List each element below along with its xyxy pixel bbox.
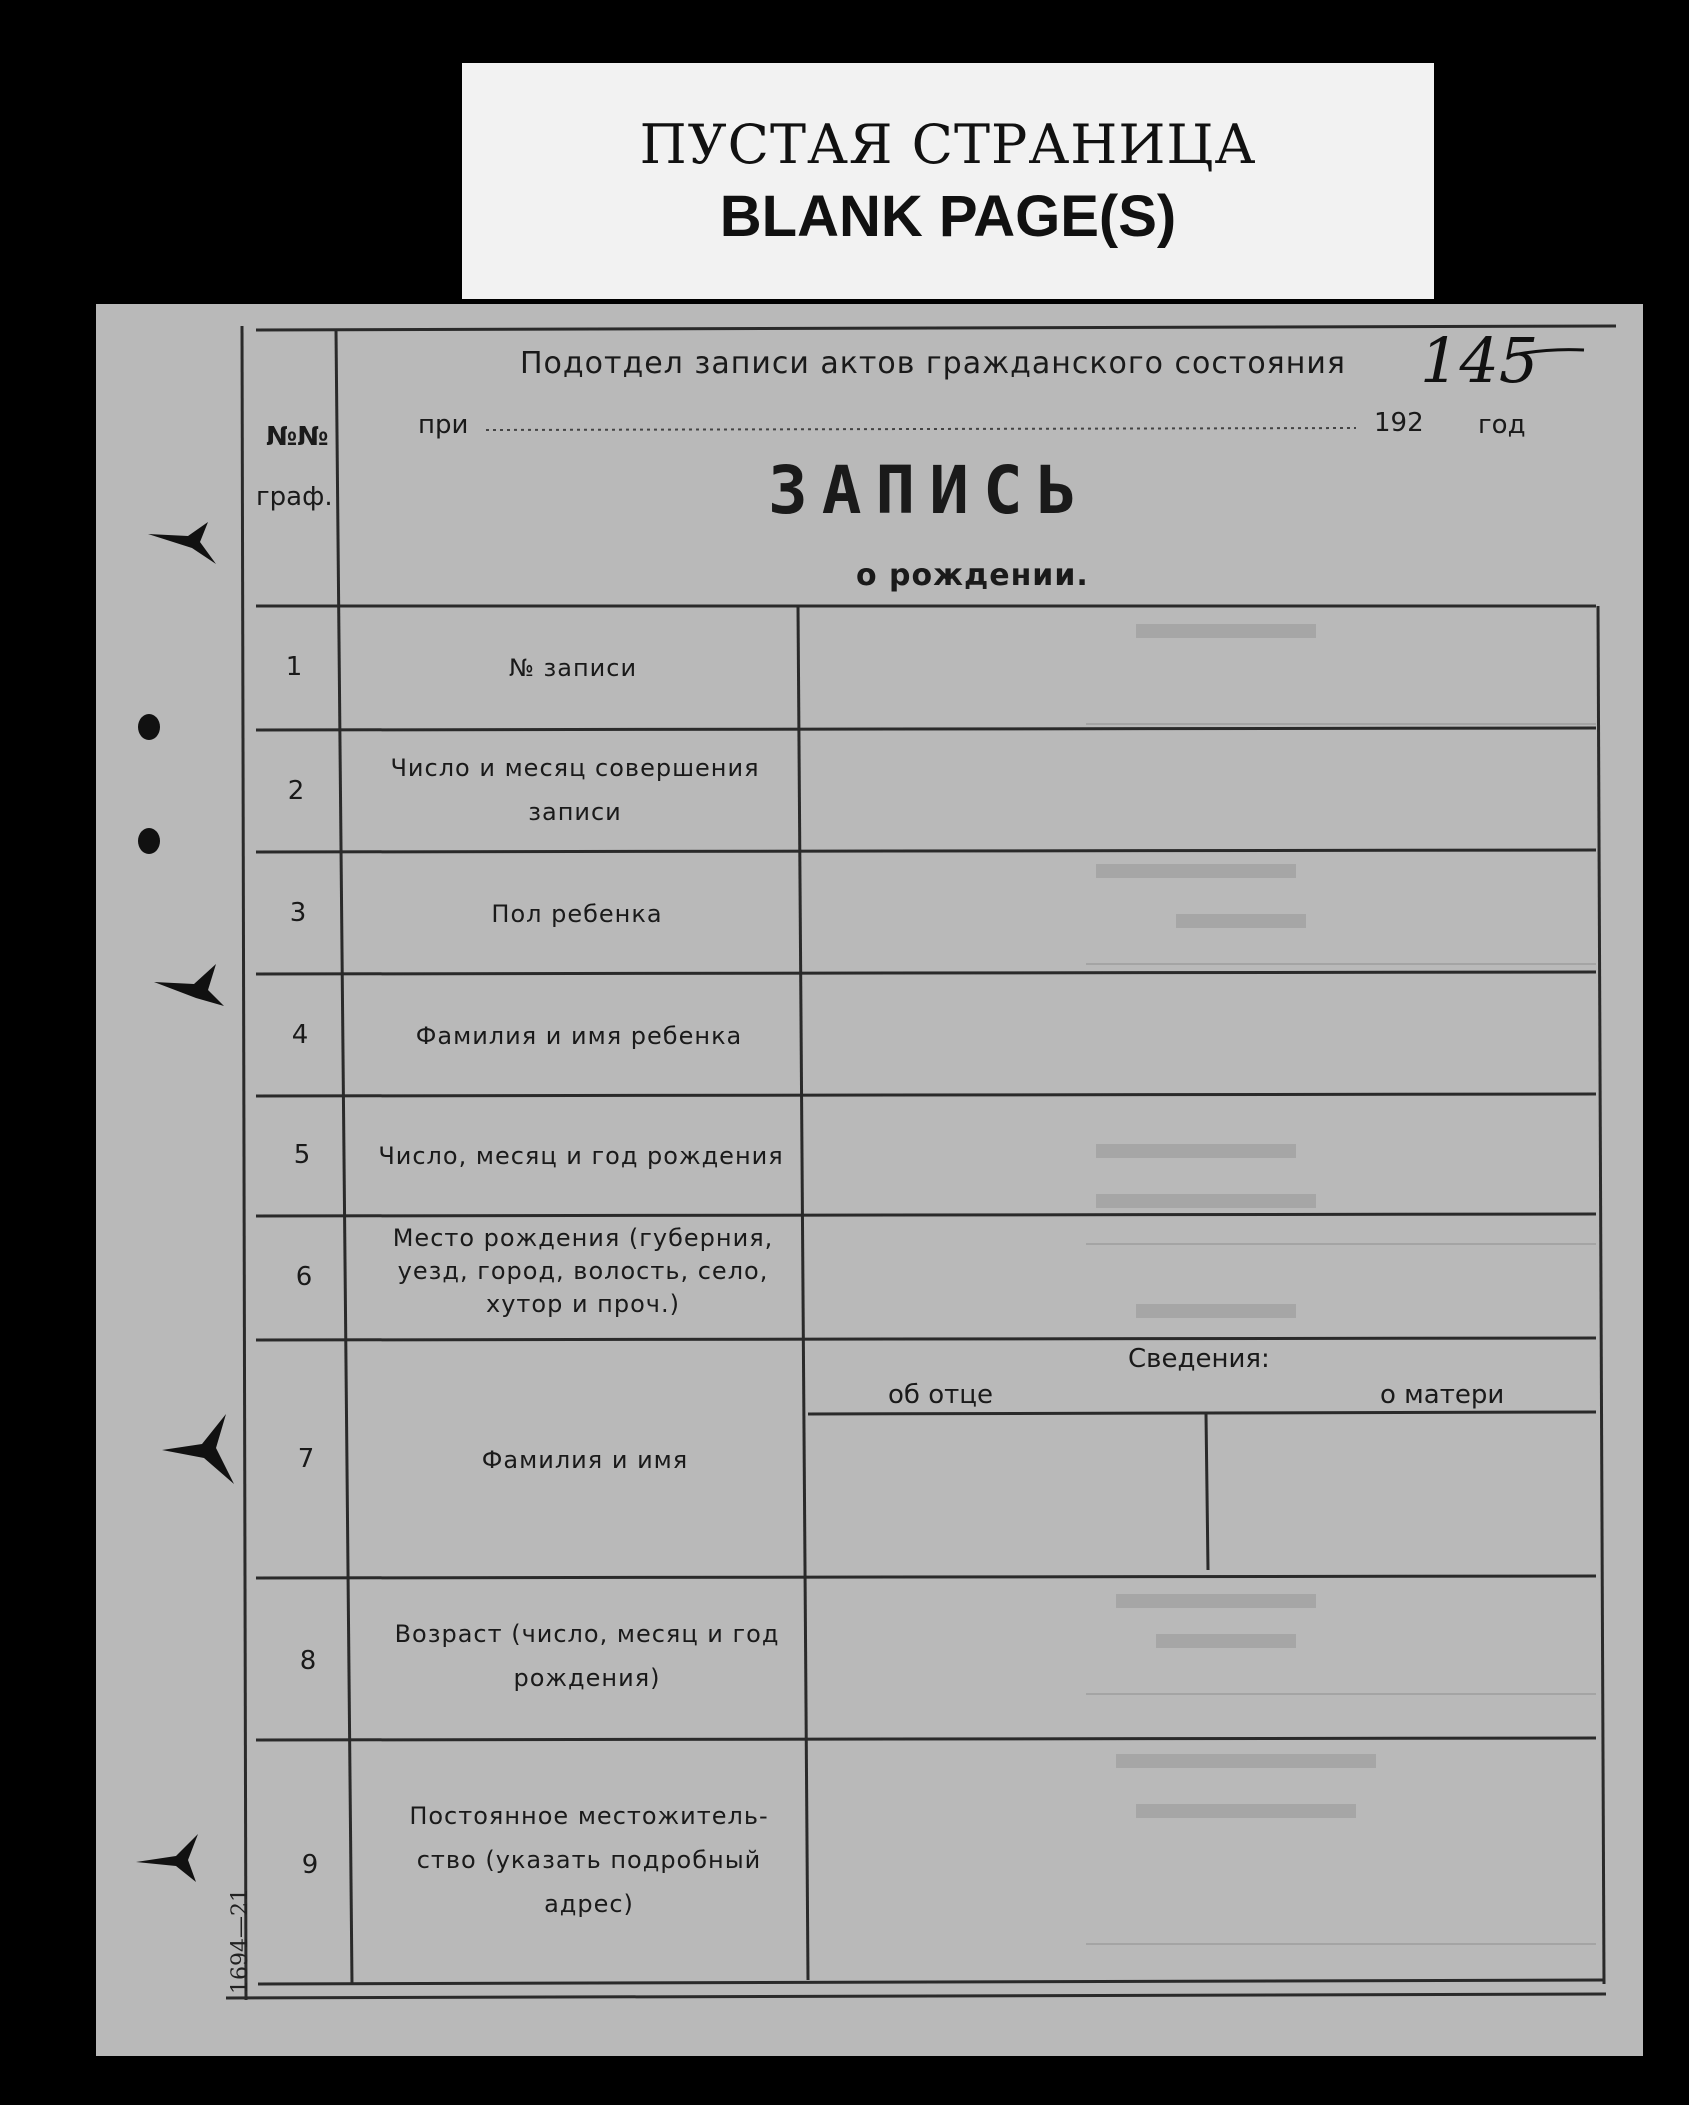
row-number: 4 (291, 1020, 309, 1050)
year-suffix: год (1478, 410, 1526, 440)
label-english: BLANK PAGE(S) (719, 184, 1177, 249)
row-label-birth-place: Место рождения (губерния, уезд, город, волость, село, хутор и проч.) (392, 1224, 774, 1318)
mother-heading: о матери (1380, 1380, 1505, 1410)
print-code: 1694—21 (228, 1888, 253, 1994)
row-label-residence: Постоянное местожитель- ство (указать подробный адрес) (409, 1802, 769, 1918)
row-number: 2 (287, 776, 305, 806)
row-number: 8 (299, 1646, 317, 1676)
page-number-underline (1506, 340, 1586, 370)
column-heading-numbers: №№ (266, 422, 329, 452)
blank-page-label-card (462, 63, 1434, 299)
row-number: 6 (295, 1262, 313, 1292)
column-heading-graf: граф. (256, 482, 333, 512)
row-number: 1 (285, 652, 303, 682)
form-title: ЗАПИСЬ (768, 452, 1091, 529)
row-label-child-name: Фамилия и имя ребенка (415, 1022, 743, 1050)
page-number: 145 (1420, 324, 1539, 397)
row-label-parent-age: Возраст (число, месяц и год рождения) (394, 1620, 780, 1692)
row-number: 3 (289, 898, 307, 928)
row-label-parent-name: Фамилия и имя (481, 1446, 689, 1474)
year-prefix: 192 (1374, 408, 1424, 438)
form-subtitle: о рождении. (856, 558, 1089, 593)
row-label-birth-date: Число, месяц и год рождения (378, 1142, 784, 1170)
father-heading: об отце (888, 1380, 993, 1410)
birth-record-form (96, 304, 1643, 2056)
row-number: 7 (297, 1444, 315, 1474)
info-heading: Сведения: (1128, 1344, 1270, 1374)
row-label-record-date: Число и месяц совершения записи (390, 754, 760, 826)
pri-label: при (418, 410, 469, 440)
row-label-child-sex: Пол ребенка (491, 900, 663, 928)
row-number: 9 (301, 1850, 319, 1880)
row-number: 5 (293, 1140, 311, 1170)
row-label-record-number: № записи (508, 654, 638, 682)
label-russian: ПУСТАЯ СТРАНИЦА (639, 113, 1257, 176)
form-header: Подотдел записи актов гражданского состояния (520, 346, 1346, 381)
